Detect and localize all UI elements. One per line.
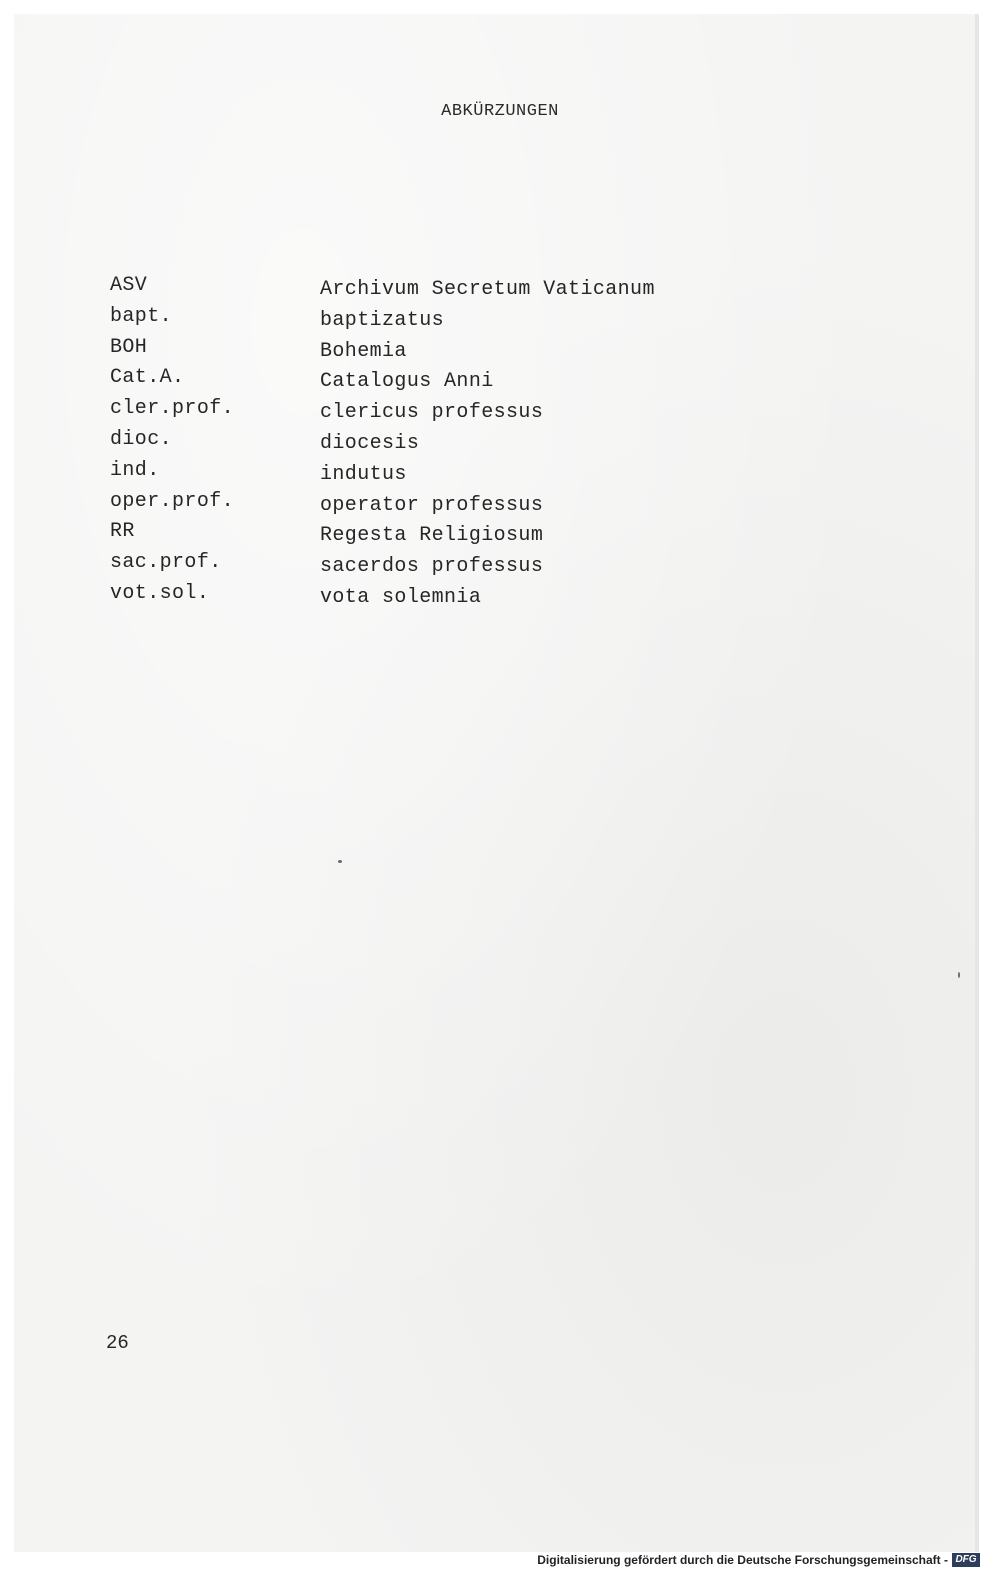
abbreviation-meaning: indutus <box>320 462 407 486</box>
abbreviation-meaning: diocesis <box>320 431 420 455</box>
abbreviation: RR <box>110 520 135 544</box>
page-number: 26 <box>106 1332 129 1354</box>
abbreviation-meaning: vota solemnia <box>320 585 482 609</box>
abbreviation: bapt. <box>110 304 173 328</box>
abbreviation-meaning: operator professus <box>320 493 544 517</box>
scan-speck <box>958 972 960 978</box>
dfg-logo: DFG <box>952 1553 980 1567</box>
abbreviation-meaning: Catalogus Anni <box>320 370 494 394</box>
scan-speck <box>338 860 342 863</box>
abbreviation: cler.prof. <box>110 397 235 421</box>
abbreviation: Cat.A. <box>110 366 185 390</box>
abbreviation: oper.prof. <box>110 489 235 513</box>
abbreviation: sac.prof. <box>110 551 222 575</box>
abbreviation: ind. <box>110 458 160 482</box>
abbreviation-meaning: clericus professus <box>320 401 544 425</box>
abbreviation-meaning: baptizatus <box>320 308 445 332</box>
abbreviation-meaning: Regesta Religiosum <box>320 524 544 548</box>
abbreviation-meaning: Archivum Secretum Vaticanum <box>320 278 655 301</box>
abbreviation-meaning: sacerdos professus <box>320 555 544 579</box>
abbreviation: dioc. <box>110 427 173 451</box>
abbreviation: vot.sol. <box>110 581 210 605</box>
abbreviation-meaning: Bohemia <box>320 339 407 363</box>
page-heading: ABKÜRZUNGEN <box>441 102 559 121</box>
scanned-page <box>14 14 976 1554</box>
abbreviation: ASV <box>110 274 148 297</box>
abbreviation: BOH <box>110 335 148 359</box>
page-edge <box>975 14 979 1554</box>
digitization-credit: Digitalisierung gefördert durch die Deutsche Forschungsgemeinschaft - <box>537 1553 948 1567</box>
